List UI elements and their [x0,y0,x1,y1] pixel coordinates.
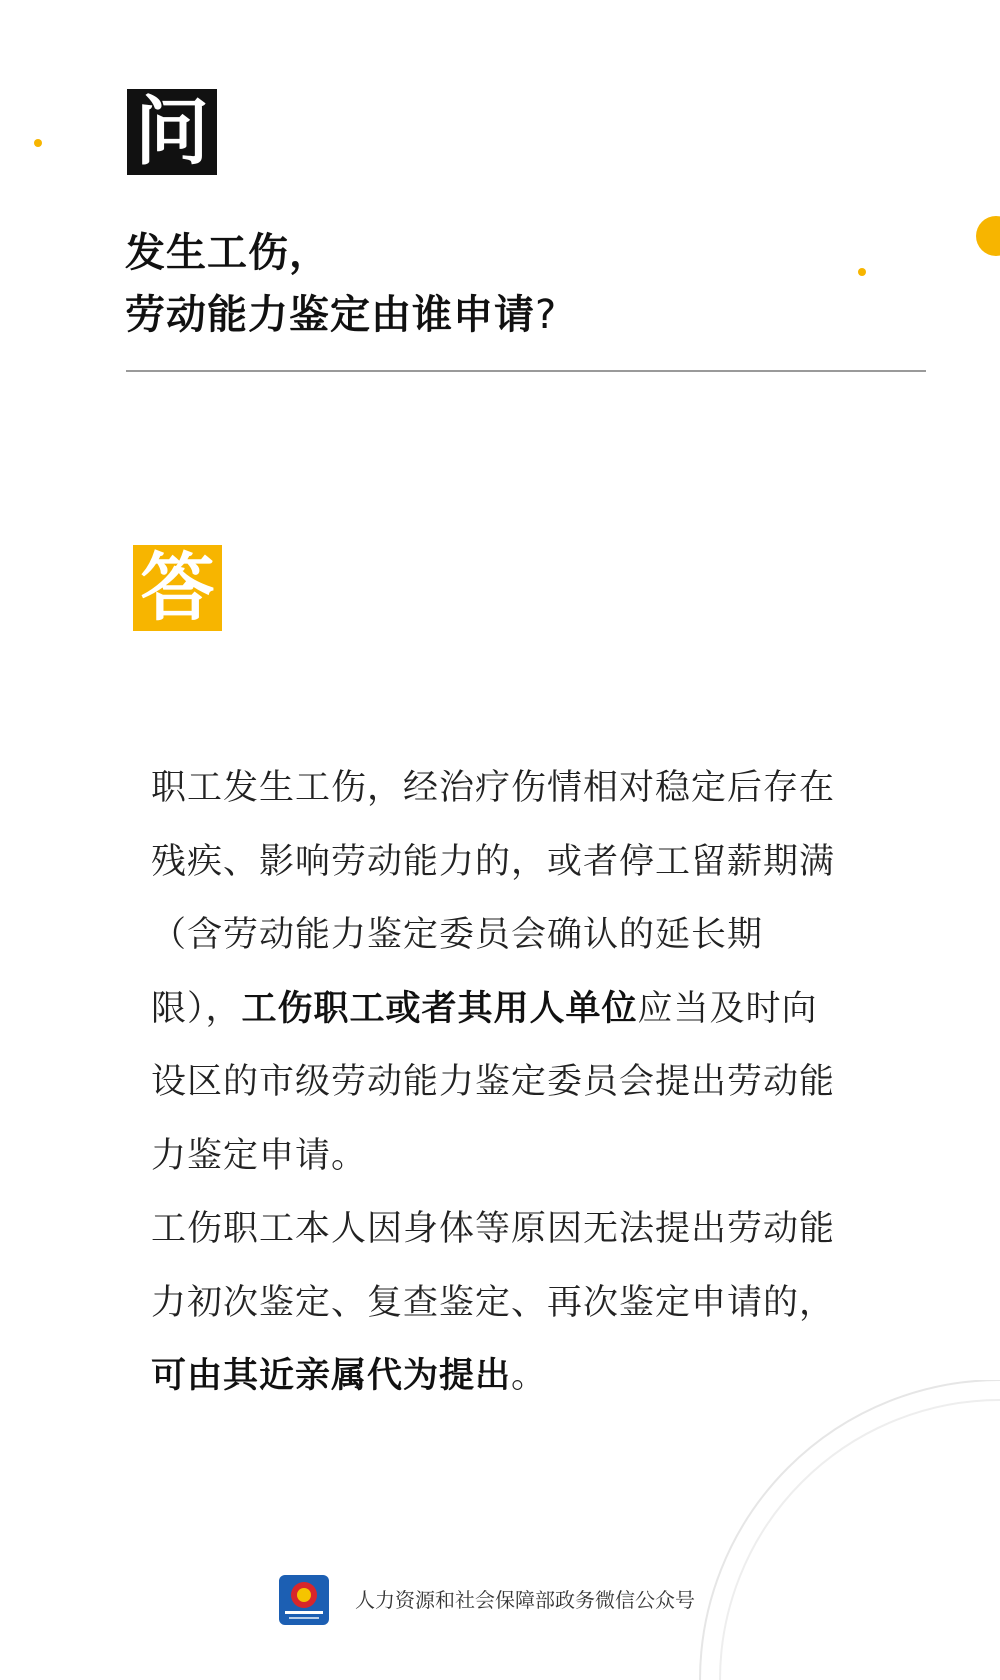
divider [126,370,926,372]
accent-dot-large [976,216,1000,256]
answer-paragraph-2: 工伤职工本人因身体等原因无法提出劳动能力初次鉴定、复查鉴定、再次鉴定申请的，可由其近亲属代为提出。 [151,1209,836,1396]
question-mark: ? [535,292,558,338]
accent-dot [858,268,866,276]
highlight-text: 可由其近亲属代为提出 [151,1356,512,1396]
highlight-text: 工伤职工或者其用人单位 [241,988,638,1029]
answer-badge: 答 [133,545,222,631]
answer-body [151,752,836,1414]
decorative-circles [640,1380,1000,1680]
question-line-1: 发生工伤， [125,230,330,276]
national-emblem-icon [279,1575,329,1625]
question-title [125,222,557,346]
answer-paragraph-1: 职工发生工伤，经治疗伤情相对稳定后存在残疾、影响劳动能力的，或者停工留薪期满（含劳动能力鉴定委员会确认的延长期限），工伤职工或者其用人单位应当及时向设区的市级劳动能力鉴定委员会提出劳动能力鉴定申请。 [151,768,836,1176]
accent-dot [34,139,42,147]
question-badge: 问 [127,89,217,175]
question-line-2: 劳动能力鉴定由谁申请? [125,292,558,338]
source-account-name: 人力资源和社会保障部政务微信公众号 [355,1588,695,1612]
